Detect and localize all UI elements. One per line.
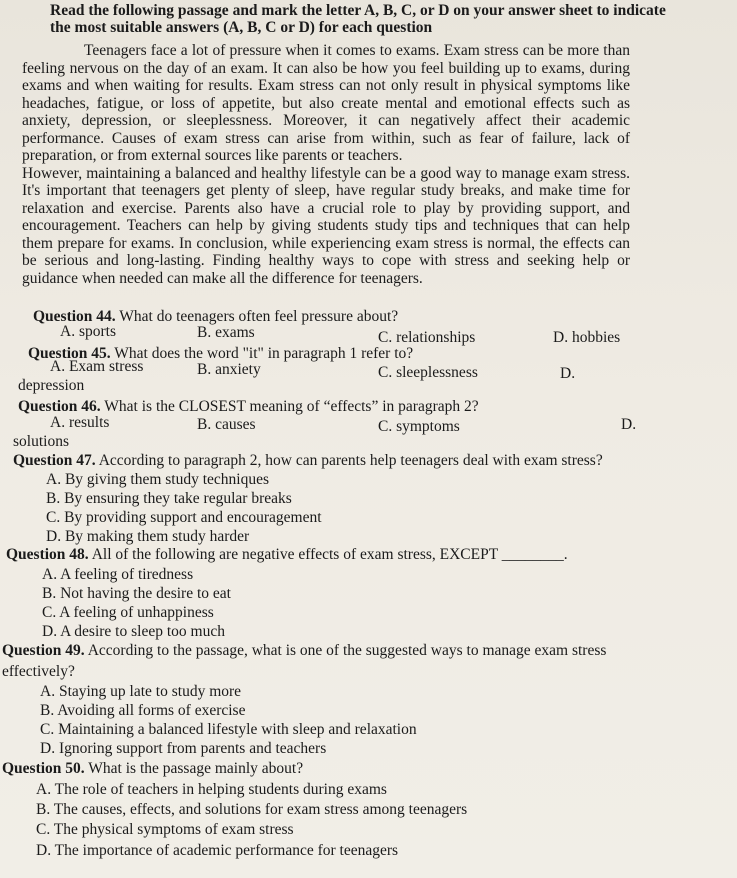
q46-option-d-continued: solutions bbox=[13, 433, 69, 450]
q48-option-a[interactable]: A. A feeling of tiredness bbox=[42, 566, 194, 583]
q46-option-d[interactable]: D. bbox=[621, 416, 637, 433]
q50-option-d[interactable]: D. The importance of academic performance for teenagers bbox=[36, 842, 399, 859]
q46-option-b[interactable]: B. causes bbox=[197, 416, 256, 433]
q44-option-a[interactable]: A. sports bbox=[60, 323, 116, 340]
q44-option-d[interactable]: D. hobbies bbox=[553, 329, 621, 346]
q44-option-b[interactable]: B. exams bbox=[197, 324, 255, 341]
q48-option-b[interactable]: B. Not having the desire to eat bbox=[42, 585, 231, 602]
question-47-stem: Question 47. According to paragraph 2, how can parents help teenagers deal with exam stress? bbox=[13, 452, 603, 469]
q48-option-c[interactable]: C. A feeling of unhappiness bbox=[42, 604, 214, 621]
passage-paragraph-1: Teenagers face a lot of pressure when it comes to exams. Exam stress can be more than feeling nervous on the day of an exam. It can also be how you feel building up to exams, during exams and when waiting for results. Exam stress can not only result in physical symptoms like headaches, fatigue, or loss of appetite, but also create mental and emotional effects such as anxiety, depression, or sleeplessness. Moreover, it can negatively affect their academic performance. Causes of exam stress can arise from within, such as fear of failure, lack of preparation, or from external sources like parents or teachers. bbox=[22, 42, 630, 164]
q44-option-c[interactable]: C. relationships bbox=[378, 329, 476, 346]
q45-option-b[interactable]: B. anxiety bbox=[197, 361, 261, 378]
q46-option-c[interactable]: C. symptoms bbox=[378, 418, 460, 435]
question-45-stem: Question 45. What does the word "it" in paragraph 1 refer to? bbox=[28, 345, 414, 362]
question-48-stem: Question 48. All of the following are negative effects of exam stress, EXCEPT ________. bbox=[6, 546, 568, 563]
question-46-stem: Question 46. What is the CLOSEST meaning of “effects” in paragraph 2? bbox=[18, 398, 479, 415]
q45-option-a[interactable]: A. Exam stress bbox=[50, 358, 144, 375]
question-44-stem: Question 44. What do teenagers often feel pressure about? bbox=[33, 308, 399, 325]
q47-option-b[interactable]: B. By ensuring they take regular breaks bbox=[46, 490, 292, 507]
q49-option-a[interactable]: A. Staying up late to study more bbox=[40, 683, 242, 700]
q48-option-d[interactable]: D. A desire to sleep too much bbox=[42, 623, 225, 640]
question-50-stem: Question 50. What is the passage mainly about? bbox=[2, 760, 304, 777]
q45-option-d[interactable]: D. bbox=[560, 365, 576, 382]
q50-option-b[interactable]: B. The causes, effects, and solutions for exam stress among teenagers bbox=[36, 801, 468, 818]
reading-passage bbox=[22, 42, 630, 287]
q49-option-c[interactable]: C. Maintaining a balanced lifestyle with sleep and relaxation bbox=[40, 721, 417, 738]
q50-option-a[interactable]: A. The role of teachers in helping students during exams bbox=[36, 781, 387, 798]
q47-option-d[interactable]: D. By making them study harder bbox=[46, 528, 250, 545]
q45-option-d-continued: depression bbox=[18, 377, 85, 394]
q49-option-b[interactable]: B. Avoiding all forms of exercise bbox=[40, 702, 246, 719]
q47-option-a[interactable]: A. By giving them study techniques bbox=[46, 471, 270, 488]
question-49-stem: Question 49. According to the passage, what is one of the suggested ways to manage exam stress bbox=[2, 642, 607, 659]
passage-paragraph-2: However, maintaining a balanced and healthy lifestyle can be a good way to manage exam stress. It's important that teenagers get plenty of sleep, have regular study breaks, and make time for relaxation and exercise. Parents also have a crucial role to play by providing support, and encouragement. Teachers can help by giving students study tips and techniques that can help them prepare for exams. In conclusion, while experiencing exam stress is normal, the effects can be serious and long-lasting. Finding healthy ways to cope with stress and seeking help or guidance when needed can make all the difference for teenagers. bbox=[22, 164, 630, 287]
instruction-text: Read the following passage and mark the letter A, B, C, or D on your answer sheet to indicate the most suitable answers (A, B, C or D) for each question bbox=[50, 2, 666, 36]
q50-option-c[interactable]: C. The physical symptoms of exam stress bbox=[36, 821, 294, 838]
question-49-stem-continued: effectively? bbox=[2, 663, 75, 680]
q46-option-a[interactable]: A. results bbox=[50, 414, 110, 431]
q47-option-c[interactable]: C. By providing support and encouragement bbox=[46, 509, 322, 526]
q49-option-d[interactable]: D. Ignoring support from parents and teachers bbox=[40, 740, 327, 757]
q45-option-c[interactable]: C. sleeplessness bbox=[378, 364, 478, 381]
